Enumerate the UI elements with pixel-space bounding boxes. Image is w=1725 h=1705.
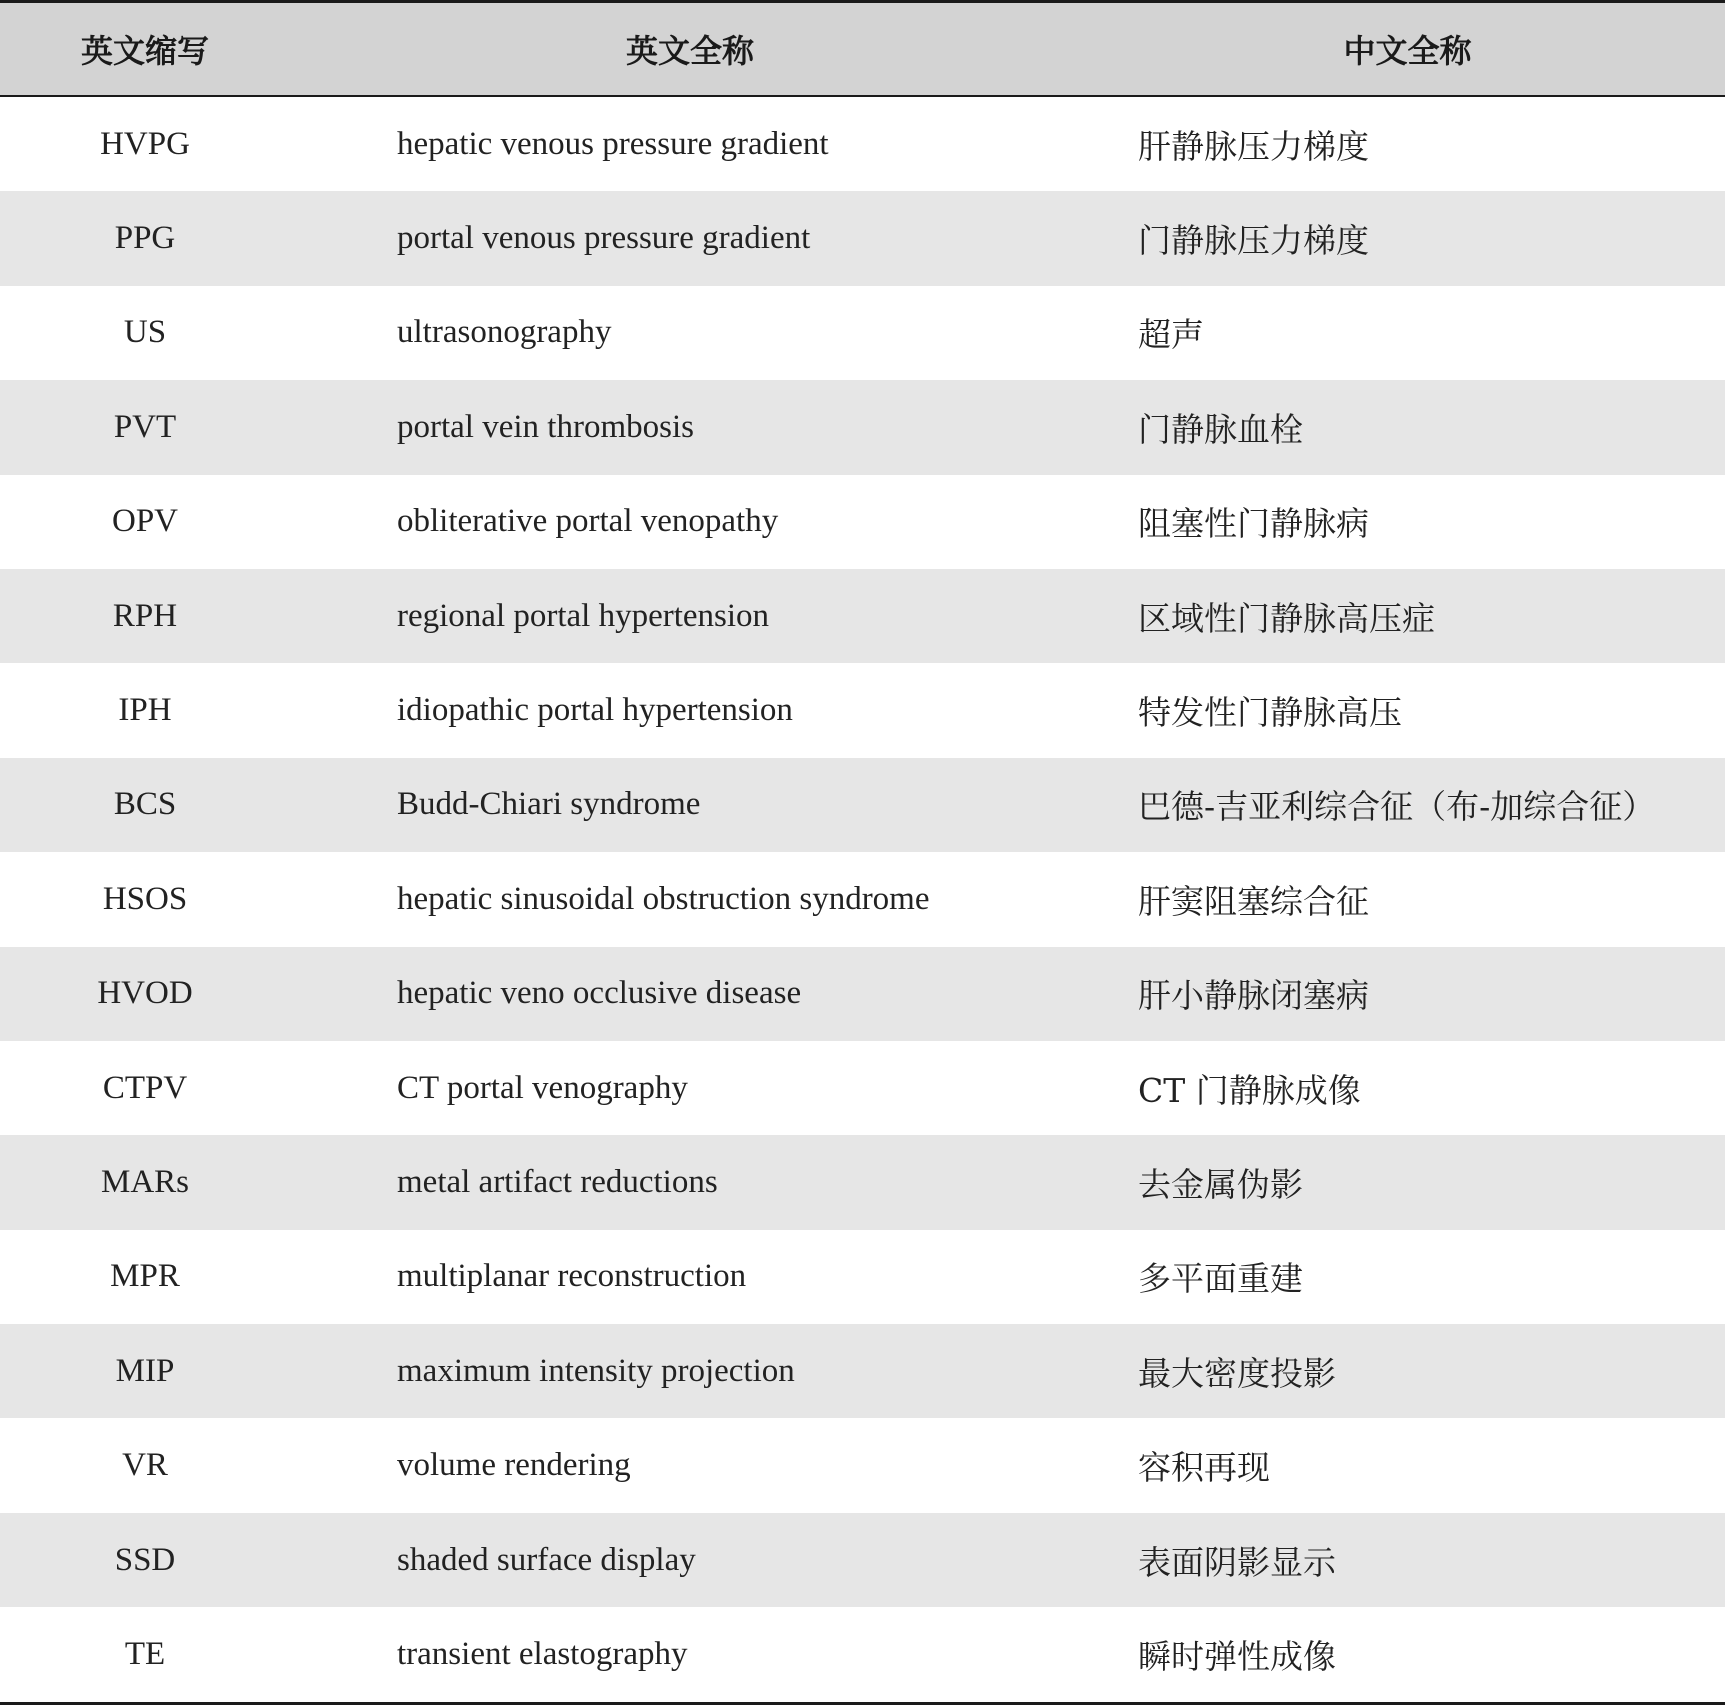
table-row bbox=[0, 758, 1725, 852]
cell-chinese-name: 肝小静脉闭塞病 bbox=[1138, 976, 1369, 1016]
cell-english-name: hepatic venous pressure gradient bbox=[397, 125, 829, 162]
cell-english-name: portal venous pressure gradient bbox=[397, 220, 811, 257]
cell-chinese-name: 区域性门静脉高压症 bbox=[1138, 598, 1435, 638]
table-row bbox=[0, 1135, 1725, 1229]
cell-chinese-name: 超声 bbox=[1138, 315, 1204, 355]
cell-english-name: obliterative portal venopathy bbox=[397, 503, 779, 540]
table-row bbox=[0, 286, 1725, 380]
cell-abbreviation: HVPG bbox=[100, 125, 190, 162]
table-row bbox=[0, 1607, 1725, 1701]
cell-abbreviation: IPH bbox=[118, 692, 172, 729]
cell-english-name: portal vein thrombosis bbox=[397, 408, 694, 445]
cell-chinese-name: 门静脉血栓 bbox=[1138, 409, 1303, 449]
cell-chinese-name: 肝静脉压力梯度 bbox=[1138, 126, 1369, 166]
table-row bbox=[0, 475, 1725, 569]
cell-chinese-name: 表面阴影显示 bbox=[1138, 1542, 1336, 1582]
cell-english-name: shaded surface display bbox=[397, 1541, 696, 1578]
cell-english-name: hepatic veno occlusive disease bbox=[397, 975, 802, 1012]
cell-abbreviation: MARs bbox=[100, 1163, 190, 1200]
table-row bbox=[0, 663, 1725, 757]
cell-english-name: multiplanar reconstruction bbox=[397, 1258, 747, 1295]
cell-english-name: CT portal venography bbox=[397, 1069, 688, 1106]
cell-english-name: idiopathic portal hypertension bbox=[397, 692, 793, 729]
table-row bbox=[0, 97, 1725, 191]
cell-abbreviation: HSOS bbox=[102, 880, 188, 917]
cell-abbreviation: RPH bbox=[112, 597, 178, 634]
cell-chinese-name: 容积再现 bbox=[1138, 1448, 1270, 1488]
cell-english-name: maximum intensity projection bbox=[397, 1352, 795, 1389]
cell-english-name: transient elastography bbox=[397, 1635, 688, 1672]
cell-chinese-name: 门静脉压力梯度 bbox=[1138, 221, 1369, 261]
cell-english-name: metal artifact reductions bbox=[397, 1163, 718, 1200]
table-header bbox=[0, 3, 1725, 97]
table-row bbox=[0, 1324, 1725, 1418]
cell-chinese-name: 多平面重建 bbox=[1138, 1259, 1303, 1299]
header-chinese-name: 中文全称 bbox=[1343, 32, 1472, 70]
cell-chinese-name: 最大密度投影 bbox=[1138, 1353, 1336, 1393]
cell-abbreviation: OPV bbox=[111, 503, 179, 540]
cell-chinese-name: 巴德-吉亚利综合征（布-加综合征） bbox=[1138, 787, 1656, 827]
cell-abbreviation: SSD bbox=[114, 1541, 176, 1578]
cell-abbreviation: CTPV bbox=[102, 1069, 188, 1106]
table-row bbox=[0, 947, 1725, 1041]
cell-abbreviation: BCS bbox=[113, 786, 177, 823]
cell-english-name: hepatic sinusoidal obstruction syndrome bbox=[397, 880, 930, 917]
cell-chinese-name: 肝窦阻塞综合征 bbox=[1138, 881, 1369, 921]
cell-chinese-name: 阻塞性门静脉病 bbox=[1138, 504, 1369, 544]
cell-abbreviation: MPR bbox=[110, 1258, 180, 1295]
header-english-name: 英文全称 bbox=[625, 32, 754, 70]
cell-abbreviation: VR bbox=[122, 1447, 168, 1484]
cell-abbreviation: TE bbox=[124, 1635, 166, 1672]
cell-english-name: ultrasonography bbox=[397, 314, 612, 351]
cell-abbreviation: HVOD bbox=[97, 975, 193, 1012]
cell-abbreviation: PPG bbox=[114, 220, 176, 257]
table-row bbox=[0, 569, 1725, 663]
table-row bbox=[0, 1230, 1725, 1324]
cell-chinese-name: 去金属伪影 bbox=[1138, 1164, 1303, 1204]
table-row bbox=[0, 1513, 1725, 1607]
table-row bbox=[0, 1418, 1725, 1512]
table-row bbox=[0, 380, 1725, 474]
cell-abbreviation: MIP bbox=[115, 1352, 175, 1389]
cell-abbreviation: PVT bbox=[113, 408, 177, 445]
cell-chinese-name: 特发性门静脉高压 bbox=[1138, 693, 1402, 733]
table-row bbox=[0, 191, 1725, 285]
cell-chinese-name: 瞬时弹性成像 bbox=[1138, 1636, 1336, 1676]
header-abbreviation: 英文缩写 bbox=[80, 32, 209, 70]
cell-chinese-name: CT 门静脉成像 bbox=[1138, 1070, 1361, 1110]
table-row bbox=[0, 1041, 1725, 1135]
cell-english-name: Budd-Chiari syndrome bbox=[397, 786, 701, 823]
cell-english-name: volume rendering bbox=[397, 1447, 631, 1484]
cell-abbreviation: US bbox=[123, 314, 167, 351]
table-row bbox=[0, 852, 1725, 946]
cell-english-name: regional portal hypertension bbox=[397, 597, 770, 634]
